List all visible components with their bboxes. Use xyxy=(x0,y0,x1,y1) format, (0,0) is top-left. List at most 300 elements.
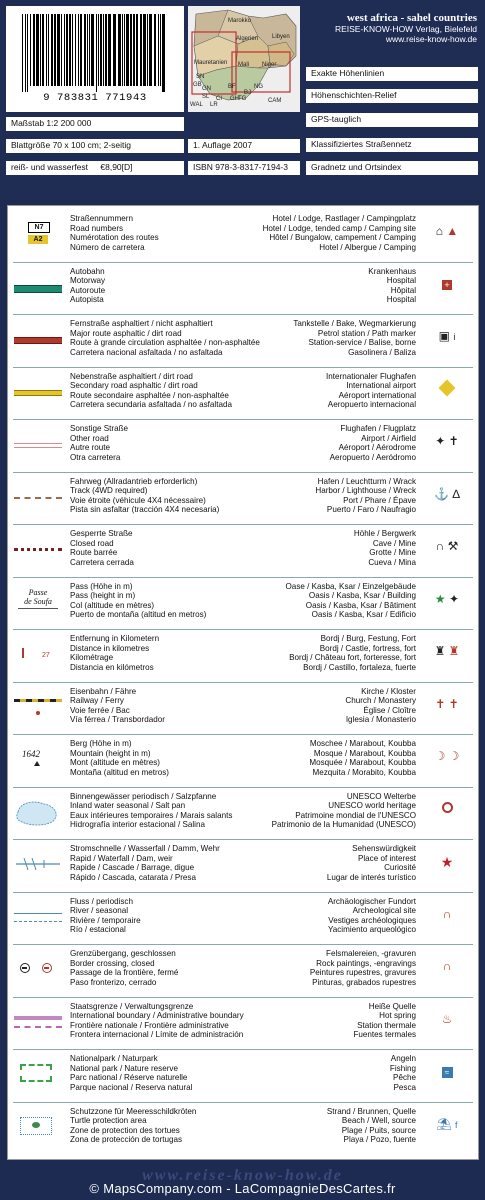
legend-right-text xyxy=(345,687,416,725)
legend-left-line: Pass (Höhe in m) xyxy=(70,581,133,591)
legend-right-text xyxy=(330,424,416,462)
legend-divider xyxy=(13,787,473,788)
legend-row xyxy=(8,475,478,528)
legend-left-line: Grenzübergang, geschlossen xyxy=(70,949,176,958)
edition-box: 1. Auflage 2007 xyxy=(188,139,300,153)
fishing-icon: ≈ xyxy=(422,1064,472,1078)
legend-row xyxy=(8,370,478,423)
legend-left-text xyxy=(70,424,128,462)
legend-left-line: Carretera nacional asfaltada / no asfaltada xyxy=(70,347,223,357)
church-icon: ✝ ✝ xyxy=(435,696,459,711)
legend-symbol xyxy=(14,743,62,775)
airport-icon: ✦ ✝ xyxy=(435,434,459,448)
legend-right-line: Sehenswürdigkeit xyxy=(352,844,416,853)
inset-label-ng: NG xyxy=(254,84,263,90)
legend-right-text xyxy=(327,844,416,882)
legend-row xyxy=(8,632,478,685)
legend-right-line: Church / Monastery xyxy=(345,696,416,706)
legend-right-line: Yacimiento arqueológico xyxy=(327,925,416,935)
legend-symbol xyxy=(14,1058,62,1090)
publisher-block xyxy=(335,12,477,44)
legend-right-line: Plage / Puits, source xyxy=(341,1125,416,1135)
mountain-icon xyxy=(34,761,40,766)
beach-icon: ⛱ f xyxy=(436,1116,458,1131)
legend-left-text xyxy=(70,319,260,357)
publisher-url[interactable]: www.reise-know-how.de xyxy=(385,34,477,44)
legend-left-text xyxy=(70,529,134,567)
legend-right-line: Höhle / Bergwerk xyxy=(353,529,416,538)
legend-left-text xyxy=(70,214,159,252)
rapids-icon xyxy=(14,854,62,874)
legend-right-line: International airport xyxy=(346,381,416,391)
legend-right-text xyxy=(368,267,416,305)
legend-right-line: Mosque / Marabout, Koubba xyxy=(313,748,416,758)
legend-left-line: Fernstraße asphaltiert / nicht asphaltiert xyxy=(70,319,213,328)
inset-label-wal: WAL xyxy=(190,102,203,108)
legend-left-line: Track (4WD required) xyxy=(70,486,148,496)
inset-label-cam: CAM xyxy=(268,98,282,104)
legend-left-text xyxy=(70,1107,196,1145)
legend-right-line: Vestiges archéologiques xyxy=(328,915,416,925)
legend-left-line: Pista sin asfaltar (tracción 4X4 necesaria) xyxy=(70,505,220,515)
legend-right-line: Oasis / Kasba, Ksar / Bâtiment xyxy=(305,600,416,610)
legend-left-line: Border crossing, closed xyxy=(70,958,155,968)
legend-right-line: Playa / Pozo, fuente xyxy=(343,1135,416,1145)
national-park-icon xyxy=(20,1064,52,1082)
legend-left-line: Rapid / Waterfall / Dam, weir xyxy=(70,853,173,863)
legend-right-line: Hospital xyxy=(386,276,416,286)
inset-label-libyen: Libyen xyxy=(272,34,290,40)
legend-right-text xyxy=(309,739,416,777)
legend-left-line: Eisenbahn / Fähre xyxy=(70,686,137,696)
legend-right-line: Rock paintings, -engravings xyxy=(316,958,416,968)
unesco-icon xyxy=(422,802,472,816)
legend-right-text xyxy=(390,1054,416,1092)
legend-left-line: Voie étroite (véhicule 4X4 nécessaire) xyxy=(70,495,206,505)
legend-left-line: Puerto de montaña (altitud en metros) xyxy=(70,610,207,620)
legend-left-line: Sonstige Straße xyxy=(70,424,129,433)
legend-right-line: Patrimonio de la Humanidad (UNESCO) xyxy=(271,820,416,830)
legend-right-line: Aéroport international xyxy=(338,390,416,400)
inset-label-ci: CI xyxy=(216,96,222,102)
legend-left-line: Parc national / Réserve naturelle xyxy=(70,1073,188,1083)
legend-left-line: Schutzzone für Meeresschildkröten xyxy=(70,1106,197,1116)
legend-right-line: Place of interest xyxy=(357,853,416,863)
feature-gps: GPS-tauglich xyxy=(306,113,478,127)
legend-symbol xyxy=(14,691,62,723)
closed-road-line xyxy=(14,548,62,551)
legend-row xyxy=(8,527,478,580)
legend-row xyxy=(8,895,478,948)
inset-label-lr: LR xyxy=(210,102,218,108)
legend-left-line: Autoroute xyxy=(70,285,106,295)
legend-right-line: Port / Phare / Épave xyxy=(343,495,416,505)
turtle-zone-icon xyxy=(20,1117,52,1135)
track-line xyxy=(14,497,62,499)
legend-right-line: Pinturas, grabados rupestres xyxy=(312,977,416,987)
legend-left-line: Binnengewässer periodisch / Salzpfanne xyxy=(70,791,217,801)
legend-left-line: Autobahn xyxy=(70,266,105,276)
legend-symbol xyxy=(14,586,62,618)
legend-right-line: Angeln xyxy=(390,1054,416,1063)
barcode-panel xyxy=(6,6,184,112)
oasis-icon: ★ ✦ xyxy=(434,591,460,606)
isbn-box: ISBN 978-3-8317-7194-3 xyxy=(188,161,300,175)
km-value: 27 xyxy=(42,652,50,659)
legend-left-line: Pass (height in m) xyxy=(70,591,136,601)
legend-divider xyxy=(13,367,473,368)
legend-left-line: Stromschnelle / Wasserfall / Damm, Wehr xyxy=(70,844,220,853)
legend-right-line: Oasis / Kasba, Ksar / Edificio xyxy=(311,610,416,620)
legend-left-line: Major route asphaltic / dirt road xyxy=(70,328,182,338)
legend-divider xyxy=(13,734,473,735)
legend-right-line: Église / Cloître xyxy=(363,705,416,715)
legend-left-line: International boundary / Administrative boundary xyxy=(70,1011,244,1021)
legend-divider xyxy=(13,524,473,525)
legend-right-line: Moschee / Marabout, Koubba xyxy=(309,739,416,748)
legend-right-line: Cueva / Mina xyxy=(368,557,416,567)
legend-divider xyxy=(13,577,473,578)
legend-left-line: Distance in kilometres xyxy=(70,643,150,653)
legend-symbol xyxy=(14,638,62,670)
legend-right-line: Hafen / Leuchtturm / Wrack xyxy=(317,476,416,486)
legend-right-line: Airport / Airfield xyxy=(361,433,416,443)
legend-right-line: Pêche xyxy=(393,1073,416,1083)
inset-label-marokko: Marokko xyxy=(228,18,252,24)
legend-row xyxy=(8,1000,478,1053)
feature-relief: Höhenschichten-Relief xyxy=(306,89,478,103)
inset-label-sn: SN xyxy=(196,74,205,80)
legend-divider xyxy=(13,1102,473,1103)
harbor-icon: ⚓ ∆ xyxy=(434,486,460,501)
legend-left-line: Fahrweg (Allradantrieb erforderlich) xyxy=(70,476,198,486)
legend-left-text xyxy=(70,897,141,935)
legend-right-line: Bordj / Château fort, forteresse, fort xyxy=(289,653,416,663)
star-icon: ★ xyxy=(440,854,454,870)
legend-row xyxy=(8,947,478,1000)
legend-right-text xyxy=(327,1107,416,1145)
border-crossing-icon xyxy=(20,963,30,973)
watermark: © MapsCompany.com - LaCompagnieDesCartes.fr xyxy=(89,1181,396,1196)
legend-left-line: Motorway xyxy=(70,276,106,286)
legend-right-line: Mezquita / Morabito, Koubba xyxy=(312,767,416,777)
legend-left-text xyxy=(70,844,220,882)
legend-symbol xyxy=(14,218,62,250)
legend-left-line: Col (altitude en mètres) xyxy=(70,600,155,610)
legend-right-line: Hôpital xyxy=(390,285,416,295)
legend-left-line: National park / Nature reserve xyxy=(70,1063,178,1073)
mountain-height: 1642 xyxy=(22,749,40,759)
legend-left-line: Vía férrea / Transbordador xyxy=(70,715,165,725)
legend-left-text xyxy=(70,739,169,777)
legend-left-line: Rivière / temporaire xyxy=(70,915,141,925)
legend-divider xyxy=(13,997,473,998)
legend-divider xyxy=(13,1049,473,1050)
legend-right-text xyxy=(272,792,416,830)
hospital-icon: + xyxy=(422,277,472,291)
legend-divider xyxy=(13,419,473,420)
legend-left-line: Entfernung in Kilometern xyxy=(70,634,160,643)
legend-left-line: Straßennummern xyxy=(70,214,133,223)
legend-left-line: Gesperrte Straße xyxy=(70,529,133,538)
legend-right-line: Aeropuerto / Aeródromo xyxy=(329,452,416,462)
legend-left-line: Zone de protection des tortues xyxy=(70,1125,180,1135)
legend-left-line: Nationalpark / Naturpark xyxy=(70,1054,158,1063)
major-road-line xyxy=(14,337,62,344)
legend-right-line: Fishing xyxy=(389,1063,416,1073)
legend-left-line: Secondary road asphaltic / dirt road xyxy=(70,381,198,391)
legend-row xyxy=(8,842,478,895)
legend-right-line: Felsmalereien, -gravuren xyxy=(326,949,416,958)
legend-left-line: Hidrografía interior estacional / Salina xyxy=(70,820,205,830)
road-number-n7: N7 xyxy=(28,222,50,233)
legend-right-line: Pesca xyxy=(393,1082,416,1092)
legend-right-line: Gasolinera / Baliza xyxy=(348,347,416,357)
legend-left-text xyxy=(70,1054,192,1092)
cave-mine-icon: ∩ ⚒ xyxy=(435,539,459,553)
legend-right-line: Peintures rupestres, gravures xyxy=(309,968,416,978)
legend-right-line: Tankstelle / Bake, Wegmarkierung xyxy=(293,319,416,328)
legend-left-text xyxy=(70,792,232,830)
legend-symbol xyxy=(14,848,62,880)
salt-pan-icon xyxy=(14,798,62,828)
legend-row xyxy=(8,265,478,318)
cover-panel xyxy=(0,0,485,200)
legend-right-line: Cave / Mine xyxy=(372,538,416,548)
legend-right-text xyxy=(310,949,416,987)
legend-divider xyxy=(13,314,473,315)
legend-right-text xyxy=(353,1002,416,1040)
feature-contour: Exakte Höhenlinien xyxy=(306,67,478,81)
legend-right-line: Fuentes termales xyxy=(353,1030,416,1040)
road-number-a2: A2 xyxy=(28,235,48,244)
inset-label-gb: GB xyxy=(193,82,202,88)
legend-right-line: Hot spring xyxy=(379,1011,416,1021)
legend-divider xyxy=(13,629,473,630)
legend-row xyxy=(8,580,478,633)
legend-left-text xyxy=(70,687,165,725)
legend-right-line: Beach / Well, source xyxy=(341,1116,416,1126)
legend-left-line: Eaux intérieures temporaires / Marais salants xyxy=(70,810,233,820)
waterproof-box xyxy=(6,161,184,175)
inset-label-niger: Niger xyxy=(262,62,277,68)
legend-symbol xyxy=(14,271,62,303)
pass-label: Passe de Soufa xyxy=(24,587,52,606)
legend-right-line: UNESCO Welterbe xyxy=(346,791,416,801)
legend-row xyxy=(8,422,478,475)
legend-left-line: Paso fronterizo, cerrado xyxy=(70,977,157,987)
inset-label-mauretanien: Mauretanien xyxy=(194,60,228,66)
hotel-camping-icons: ⌂ ▲ xyxy=(435,224,459,238)
sheet-size-box: Blattgröße 70 x 100 cm; 2-seitig xyxy=(6,139,184,153)
legend-symbol xyxy=(14,376,62,408)
feature-roads: Klassifiziertes Straßennetz xyxy=(306,138,478,152)
legend-row xyxy=(8,790,478,843)
mosque-icon: ☽ ☽ xyxy=(434,749,460,763)
legend-left-line: Carretera secundaria asfaltada / no asfaltada xyxy=(70,400,232,410)
legend-left-text xyxy=(70,634,159,672)
legend-left-line: Autopista xyxy=(70,295,104,305)
legend-right-line: Station-service / Balise, borne xyxy=(308,338,416,348)
inset-map xyxy=(188,6,300,112)
legend-left-line: Mountain (height in m) xyxy=(70,748,151,758)
inset-label-tg: TG xyxy=(238,96,247,102)
legend-left-line: Turtle protection area xyxy=(70,1116,147,1126)
inset-label-gh: GH xyxy=(230,96,239,102)
legend-left-line: Frontière nationale / Frontière administrative xyxy=(70,1020,229,1030)
legend-row xyxy=(8,1105,478,1158)
legend-right-line: Station thermale xyxy=(357,1020,416,1030)
legend-symbol xyxy=(14,1111,62,1143)
legend-left-text xyxy=(70,267,105,305)
legend-left-line: Distancia en kilómetros xyxy=(70,662,154,672)
legend-right-line: Patrimoine mondial de l'UNESCO xyxy=(295,810,416,820)
inset-label-bj: BJ xyxy=(244,90,252,96)
legend-right-text xyxy=(354,529,416,567)
legend-left-line: Route secondaire asphaltée / non-asphaltée xyxy=(70,390,229,400)
legend-right-line: Iglesia / Monasterio xyxy=(345,715,416,725)
legend-right-line: Hotel / Lodge, Rastlager / Campingplatz xyxy=(272,214,416,223)
legend-divider xyxy=(13,472,473,473)
legend-right-line: Archäologischer Fundort xyxy=(327,896,416,906)
legend-right-line: Puerto / Faro / Naufragio xyxy=(326,505,416,515)
waterproof-label: reiß- und wasserfest xyxy=(11,162,88,172)
legend-right-text xyxy=(289,634,416,672)
legend-left-line: Railway / Ferry xyxy=(70,696,124,706)
inset-label-bf: BF xyxy=(228,84,236,90)
legend-symbol xyxy=(14,323,62,355)
legend-symbol xyxy=(14,953,62,985)
legend-left-line: Carretera cerrada xyxy=(70,557,134,567)
barcode-digits: 9 783831 771943 xyxy=(43,92,147,104)
legend-right-line: Oase / Kasba, Ksar / Einzelgebäude xyxy=(285,581,416,591)
legend-left-text xyxy=(70,372,232,410)
legend-left-line: Numérotation des routes xyxy=(70,233,159,243)
legend-symbol xyxy=(14,1006,62,1038)
publisher-name: REISE-KNOW-HOW Verlag, Bielefeld xyxy=(334,24,477,34)
legend-left-line: Autre route xyxy=(70,443,111,453)
legend-right-line: Mosquée / Marabout, Koubba xyxy=(309,758,416,768)
legend-right-line: Aéroport / Aérodrome xyxy=(338,443,416,453)
legend-right-line: Harbor / Lighthouse / Wreck xyxy=(315,486,416,496)
legend-left-line: Río / estacional xyxy=(70,925,126,935)
legend-left-line: Inland water seasonal / Salt pan xyxy=(70,801,186,811)
legend-right-line: Bordj / Castillo, fortaleza, fuerte xyxy=(303,662,416,672)
footer-website: www.reise-know-how.de xyxy=(142,1167,343,1184)
legend-row xyxy=(8,737,478,790)
km-marker-icon xyxy=(22,648,24,658)
motorway-line xyxy=(14,285,62,293)
legend-row xyxy=(8,685,478,738)
legend-row xyxy=(8,317,478,370)
price-label: €8,90[D] xyxy=(100,162,133,172)
legend-left-line: Passage de la frontière, fermé xyxy=(70,968,179,978)
legend-left-line: Route à grande circulation asphaltée / non-asphaltée xyxy=(70,338,260,348)
legend-right-line: Hôtel / Bungalow, campement / Camping xyxy=(269,233,416,243)
legend-left-line: Fluss / periodisch xyxy=(70,896,133,906)
legend-left-text xyxy=(70,1002,244,1040)
legend-right-line: Lugar de interés turístico xyxy=(326,872,416,882)
fort-icon: ♜ ♜ xyxy=(434,644,460,658)
legend-right-text xyxy=(286,582,416,620)
legend-right-line: Grotte / Mine xyxy=(369,548,416,558)
intl-boundary-line xyxy=(14,1016,62,1020)
legend-divider xyxy=(13,839,473,840)
rock-art-icon: ∩ xyxy=(442,959,452,973)
legend-left-line: Otra carretera xyxy=(70,452,121,462)
legend-left-line: Route barrée xyxy=(70,548,118,558)
footer xyxy=(0,1165,485,1200)
legend-left-text xyxy=(70,477,219,515)
legend-right-line: Curiosité xyxy=(384,863,416,873)
legend-right-text xyxy=(293,319,416,357)
legend-right-line: Strand / Brunnen, Quelle xyxy=(326,1106,416,1116)
legend-right-line: Hotel / Albergue / Camping xyxy=(319,242,416,252)
legend-symbol xyxy=(14,901,62,933)
legend-symbol xyxy=(14,428,62,460)
admin-boundary-line xyxy=(14,1026,62,1028)
railway-line xyxy=(14,699,62,702)
series-title: west africa - sahel countries xyxy=(346,12,477,24)
legend-right-line: Flughafen / Flugplatz xyxy=(340,424,416,433)
ferry-icon xyxy=(36,711,40,715)
fuel-icon: ▣ i xyxy=(438,329,456,343)
other-road-line xyxy=(14,443,62,448)
inset-label-gn: GN xyxy=(202,86,211,92)
map-legend xyxy=(7,205,479,1160)
legend-left-line: Nebenstraße asphaltiert / dirt road xyxy=(70,371,193,381)
legend-left-line: Mont (altitude en mètres) xyxy=(70,758,160,768)
legend-left-line: Número de carretera xyxy=(70,242,145,252)
legend-right-line: Petrol station / Path marker xyxy=(317,328,416,338)
legend-right-text xyxy=(326,372,416,410)
legend-right-line: Heiße Quelle xyxy=(368,1001,416,1011)
legend-left-line: Voie ferrée / Bac xyxy=(70,705,130,715)
inset-label-mali: Mali xyxy=(238,62,250,68)
legend-left-line: River / seasonal xyxy=(70,906,129,916)
legend-left-line: Frontera internacional / Límite de administración xyxy=(70,1030,244,1040)
legend-right-line: Bordj / Burg, Festung, Fort xyxy=(320,634,416,643)
intl-airport-icon xyxy=(422,382,472,397)
scale-box: Maßstab 1:2 200 000 xyxy=(6,117,184,131)
barcode xyxy=(20,14,170,92)
legend-right-text xyxy=(315,477,416,515)
seasonal-river-line xyxy=(14,921,62,922)
legend-row xyxy=(8,212,478,265)
legend-left-line: Staatsgrenze / Verwaltungsgrenze xyxy=(70,1001,194,1011)
legend-right-text xyxy=(263,214,416,252)
archaeology-icon: ∩ xyxy=(442,906,452,921)
legend-left-line: Berg (Höhe in m) xyxy=(70,739,132,748)
legend-right-line: Internationaler Flughafen xyxy=(326,371,416,381)
inset-label-sl: SL xyxy=(202,94,210,100)
legend-right-line: UNESCO world heritage xyxy=(328,801,416,811)
inset-label-algerien: Algerien xyxy=(236,36,259,42)
legend-right-line: Kirche / Kloster xyxy=(361,686,416,696)
legend-left-text xyxy=(70,582,206,620)
legend-right-line: Hotel / Lodge, tended camp / Camping site xyxy=(262,223,416,233)
legend-symbol xyxy=(14,796,62,828)
border-closed-icon xyxy=(42,963,52,973)
legend-symbol xyxy=(14,533,62,565)
legend-left-line: Zona de protección de tortugas xyxy=(70,1135,183,1145)
legend-right-line: Krankenhaus xyxy=(368,266,416,276)
hot-spring-icon: ♨ xyxy=(441,1011,453,1026)
legend-divider xyxy=(13,892,473,893)
legend-right-text xyxy=(328,897,416,935)
legend-left-line: Rápido / Cascada, catarata / Presa xyxy=(70,872,196,882)
legend-left-line: Kilométrage xyxy=(70,653,114,663)
